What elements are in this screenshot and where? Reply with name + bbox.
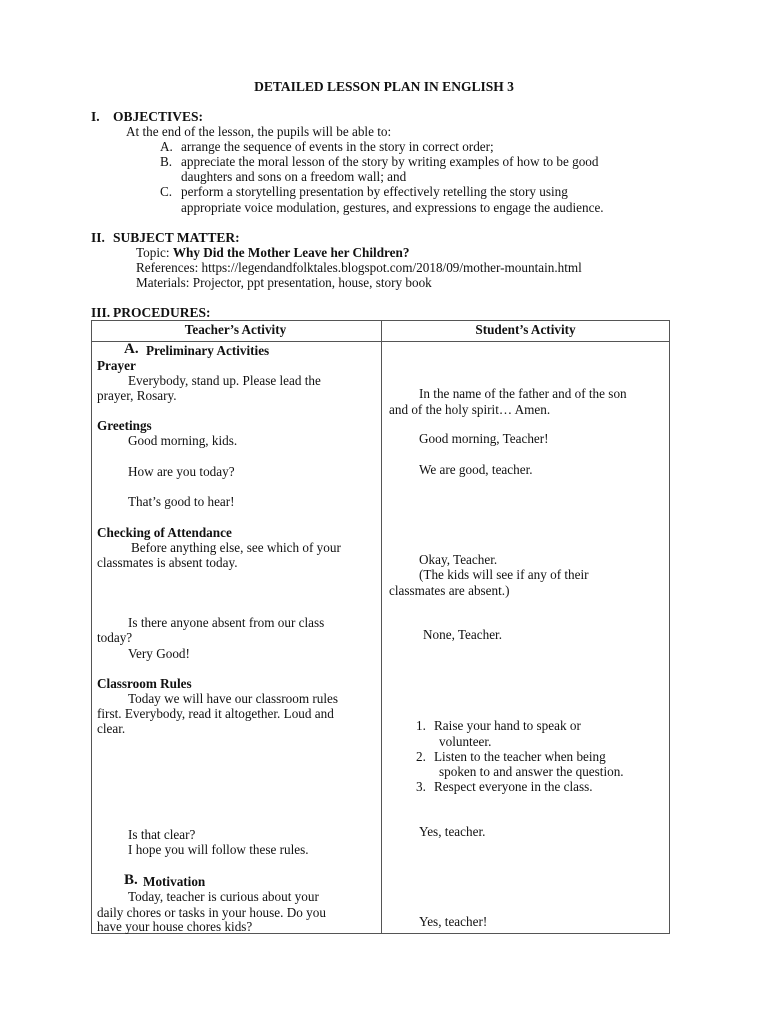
objective-b-line-1: appreciate the moral lesson of the story by writing examples of how to be good — [181, 154, 599, 169]
motivation-teacher-line-2: daily chores or tasks in your house. Do you — [97, 905, 326, 920]
rules-student2: Yes, teacher. — [419, 824, 486, 839]
student-activity-header: Student’s Activity — [475, 322, 576, 337]
topic-line — [136, 245, 409, 260]
prayer-student-line-2: and of the holy spirit… Amen. — [389, 402, 551, 417]
motivation-teacher-line-3: have your house chores kids? — [97, 919, 253, 934]
rule-1-number: 1. — [416, 718, 426, 733]
prayer-teacher-line-1: Everybody, stand up. Please lead the — [128, 373, 321, 388]
objective-b-line-2: daughters and sons on a freedom wall; and — [181, 169, 407, 184]
attendance-teacher-line-2: classmates is absent today. — [97, 555, 238, 570]
prayer-student-line-1: In the name of the father and of the son — [419, 386, 627, 401]
objective-c-line-2: appropriate voice modulation, gestures, and expressions to engage the audience. — [181, 200, 604, 215]
rule-2-line-2: spoken to and answer the question. — [439, 764, 624, 779]
rules-teacher-line-1: Today we will have our classroom rules — [128, 691, 339, 706]
objectives-numeral: I. — [91, 109, 100, 124]
objectives-heading: OBJECTIVES: — [113, 109, 204, 124]
motivation-teacher-line-1: Today, teacher is curious about your — [128, 889, 319, 904]
objective-letter-a: A. — [160, 139, 173, 154]
rule-2-number: 2. — [416, 749, 426, 764]
attendance-student-line-3: classmates are absent.) — [389, 583, 510, 598]
references-line: References: https://legendandfolktales.blogspot.com/2018/09/mother-mountain.html — [136, 260, 582, 275]
attendance-student-line-1: Okay, Teacher. — [419, 552, 498, 567]
greetings-teacher-2: How are you today? — [128, 464, 235, 479]
attendance-student-line-2: (The kids will see if any of their — [419, 567, 589, 582]
procedures-heading: PROCEDURES: — [113, 305, 211, 320]
teacher-activity-header: Teacher’s Activity — [184, 322, 287, 337]
objective-a-line-1: arrange the sequence of events in the story in correct order; — [181, 139, 494, 154]
materials-line: Materials: Projector, ppt presentation, house, story book — [136, 275, 432, 290]
objective-c-line-1: perform a storytelling presentation by effectively retelling the story using — [181, 184, 568, 199]
rules-teacher2-line-1: Is that clear? — [128, 827, 196, 842]
subject-heading: SUBJECT MATTER: — [113, 230, 240, 245]
rule-2-line-1: Listen to the teacher when being — [434, 749, 606, 764]
document-title: DETAILED LESSON PLAN IN ENGLISH 3 — [254, 79, 514, 94]
attendance-student2: None, Teacher. — [423, 627, 503, 642]
attendance-teacher-line-1: Before anything else, see which of your — [131, 540, 341, 555]
rules-teacher2-line-2: I hope you will follow these rules. — [128, 842, 309, 857]
section-a-title: Preliminary Activities — [146, 343, 270, 358]
rules-teacher-line-3: clear. — [97, 721, 126, 736]
greetings-teacher-1: Good morning, kids. — [128, 433, 238, 448]
prayer-teacher-line-2: prayer, Rosary. — [97, 388, 177, 403]
rules-heading: Classroom Rules — [97, 676, 192, 691]
subject-numeral: II. — [91, 230, 105, 245]
attendance-teacher2-line-2: today? — [97, 630, 133, 645]
rules-teacher-line-2: first. Everybody, read it altogether. Loud and — [97, 706, 334, 721]
attendance-teacher2-line-1: Is there anyone absent from our class — [128, 615, 325, 630]
rule-1-line-1: Raise your hand to speak or — [434, 718, 581, 733]
section-a-letter: A. — [124, 341, 139, 357]
topic-title: Why Did the Mother Leave her Children? — [172, 245, 410, 260]
prayer-heading: Prayer — [97, 358, 136, 373]
greetings-teacher-3: That’s good to hear! — [128, 494, 235, 509]
rule-3-number: 3. — [416, 779, 426, 794]
section-b-title: Motivation — [143, 874, 206, 889]
rule-1-line-2: volunteer. — [439, 734, 492, 749]
attendance-teacher2-line-3: Very Good! — [128, 646, 190, 661]
topic-label: Topic: — [136, 245, 173, 260]
attendance-heading: Checking of Attendance — [97, 525, 232, 540]
objective-letter-c: C. — [160, 184, 173, 199]
objectives-intro: At the end of the lesson, the pupils will be able to: — [126, 124, 392, 139]
table-column-divider — [381, 321, 382, 933]
rule-3-line-1: Respect everyone in the class. — [434, 779, 593, 794]
greetings-student-1: Good morning, Teacher! — [419, 431, 549, 446]
motivation-student: Yes, teacher! — [419, 914, 488, 929]
greetings-heading: Greetings — [97, 418, 152, 433]
greetings-student-2: We are good, teacher. — [419, 462, 533, 477]
section-b-letter: B. — [124, 872, 138, 888]
objective-letter-b: B. — [160, 154, 173, 169]
procedures-numeral: III. — [91, 305, 111, 320]
